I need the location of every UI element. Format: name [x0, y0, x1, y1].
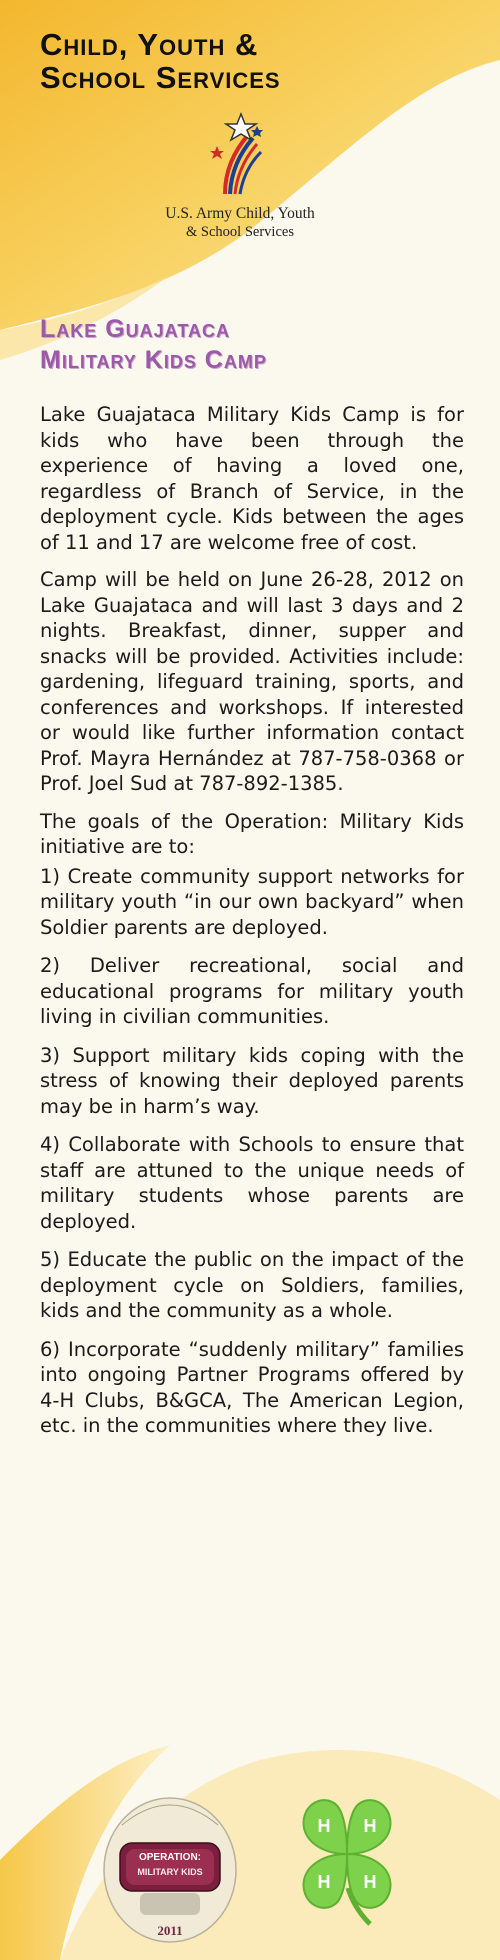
badge-mid-text: MILITARY KIDS	[137, 1867, 203, 1877]
star-logo-icon	[205, 112, 265, 196]
clover-letter: H	[363, 1816, 377, 1836]
goal-item: 6) Incorporate “suddenly military” families into ongoing Partner Programs offered by 4-H Clubs, B&GCA, The American Legion, etc. in the communities where they live.	[40, 1337, 464, 1437]
goal-item: 3) Support military kids coping with the stress of knowing their deployed parents may be in harm’s way.	[40, 1043, 464, 1118]
goal-item: 5) Educate the public on the impact of the deployment cycle on Soldiers, families, kids and the community as a whole.	[40, 1248, 464, 1322]
page-title	[40, 28, 480, 94]
logo-text-line2: & School Services	[186, 224, 294, 240]
organization-logo-text	[120, 204, 360, 242]
article-title-line1: Lake Guajataca	[40, 315, 230, 343]
operation-military-kids-badge-icon	[100, 1775, 240, 1950]
logo-text-line1: U.S. Army Child, Youth	[165, 205, 315, 222]
article-paragraph: Camp will be held on June 26-28, 2012 on Lake Guajataca and will last 3 days and 2 nights. Breakfast, dinner, supper and snacks will be provided. Activities include: gardening, lifeguard training, sports, and conferences and workshops. If interested or would like further information contact Prof. Mayra Hernández at 787-758-0368 or Prof. Joel Sud at 787-892-1385.	[40, 568, 464, 795]
article-title-line2: Military Kids Camp	[40, 346, 267, 374]
clover-letter: H	[317, 1816, 331, 1836]
goal-item: 2) Deliver recreational, social and educational programs for military youth living in civilian communities.	[40, 954, 464, 1028]
clover-letter: H	[363, 1872, 377, 1892]
goal-item: 4) Collaborate with Schools to ensure that staff are attuned to the unique needs of military students whose parents are deployed.	[40, 1133, 464, 1233]
article-paragraph: The goals of the Operation: Military Kids initiative are to:	[40, 809, 464, 858]
article-paragraph: Lake Guajataca Military Kids Camp is for kids who have been through the experience of having a loved one, regardless of Branch of Service, in the deployment cycle. Kids between the ages of 11 and 17 are welcome free of cost.	[40, 403, 464, 554]
article-body	[40, 402, 464, 1452]
badge-year-text: 2011	[157, 1923, 183, 1938]
article-title	[40, 314, 480, 376]
clover-letter: H	[317, 1872, 331, 1892]
page-title-line1: Child, Youth &	[40, 27, 259, 62]
page-title-line2: School Services	[40, 60, 281, 95]
badge-top-text: OPERATION:	[138, 1852, 202, 1863]
four-h-clover-icon	[282, 1788, 412, 1928]
goal-item: 1) Create community support networks for military youth “in our own backyard” when Soldier parents are deployed.	[40, 864, 464, 939]
